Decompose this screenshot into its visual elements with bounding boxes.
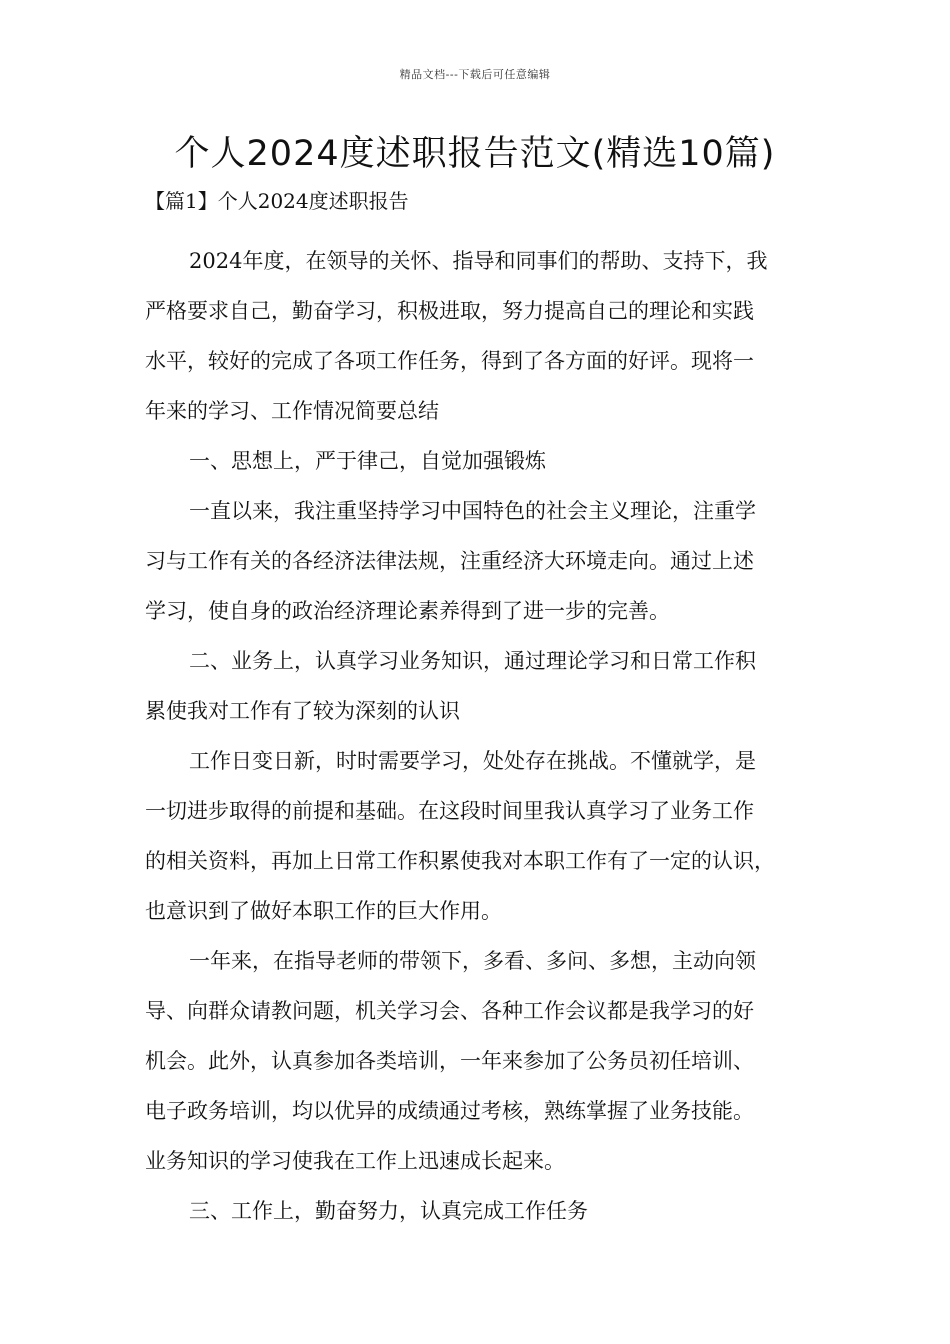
document-body — [145, 186, 825, 1236]
paragraph-7-heading — [145, 1186, 825, 1236]
paragraph-line: 导、向群众请教问题，机关学习会、各种工作会议都是我学习的好 — [145, 999, 754, 1023]
paragraph-6 — [145, 936, 825, 1186]
paragraph-line: 业务知识的学习使我在工作上迅速成长起来。 — [145, 1149, 565, 1173]
paragraph-line: 学习，使自身的政治经济理论素养得到了进一步的完善。 — [145, 599, 670, 623]
paragraph-line: 严格要求自己，勤奋学习，积极进取，努力提高自己的理论和实践 — [145, 299, 754, 323]
paragraph-line: 一、思想上，严于律己，自觉加强锻炼 — [189, 449, 546, 473]
paragraph-line: 习与工作有关的各经济法律法规，注重经济大环境走向。通过上述 — [145, 549, 754, 573]
paragraph-line: 一年来，在指导老师的带领下，多看、多问、多想，主动向领 — [189, 949, 756, 973]
header-note: 精品文档---下载后可任意编辑 — [399, 68, 551, 81]
paragraph-line: 的相关资料，再加上日常工作积累使我对本职工作有了一定的认识， — [145, 849, 775, 873]
paragraph-line: 电子政务培训，均以优异的成绩通过考核，熟练掌握了业务技能。 — [145, 1099, 754, 1123]
paragraph-line: 2024年度，在领导的关怀、指导和同事们的帮助、支持下，我 — [189, 249, 768, 273]
paragraph-line: 累使我对工作有了较为深刻的认识 — [145, 699, 460, 723]
paragraph-1 — [145, 236, 825, 436]
paragraph-line: 一直以来，我注重坚持学习中国特色的社会主义理论，注重学 — [189, 499, 756, 523]
paragraph-line: 水平，较好的完成了各项工作任务，得到了各方面的好评。现将一 — [145, 349, 754, 373]
paragraph-line: 二、业务上，认真学习业务知识，通过理论学习和日常工作积 — [189, 649, 756, 673]
paragraph-line: 年来的学习、工作情况简要总结 — [145, 399, 439, 423]
paragraph-2-heading — [145, 436, 825, 486]
paragraph-line: 一切进步取得的前提和基础。在这段时间里我认真学习了业务工作 — [145, 799, 754, 823]
paragraph-3 — [145, 486, 825, 636]
paragraph-line: 三、工作上，勤奋努力，认真完成工作任务 — [189, 1199, 588, 1223]
paragraph-line: 工作日变日新，时时需要学习，处处存在挑战。不懂就学，是 — [189, 749, 756, 773]
paragraph-4-heading — [145, 636, 825, 736]
paragraph-line: 机会。此外，认真参加各类培训，一年来参加了公务员初任培训、 — [145, 1049, 754, 1073]
paragraph-line: 也意识到了做好本职工作的巨大作用。 — [145, 899, 502, 923]
document-title: 个人2024度述职报告范文(精选10篇) — [174, 134, 776, 174]
paragraph-5 — [145, 736, 825, 936]
section-heading: 【篇1】个人2024度述职报告 — [145, 189, 409, 213]
